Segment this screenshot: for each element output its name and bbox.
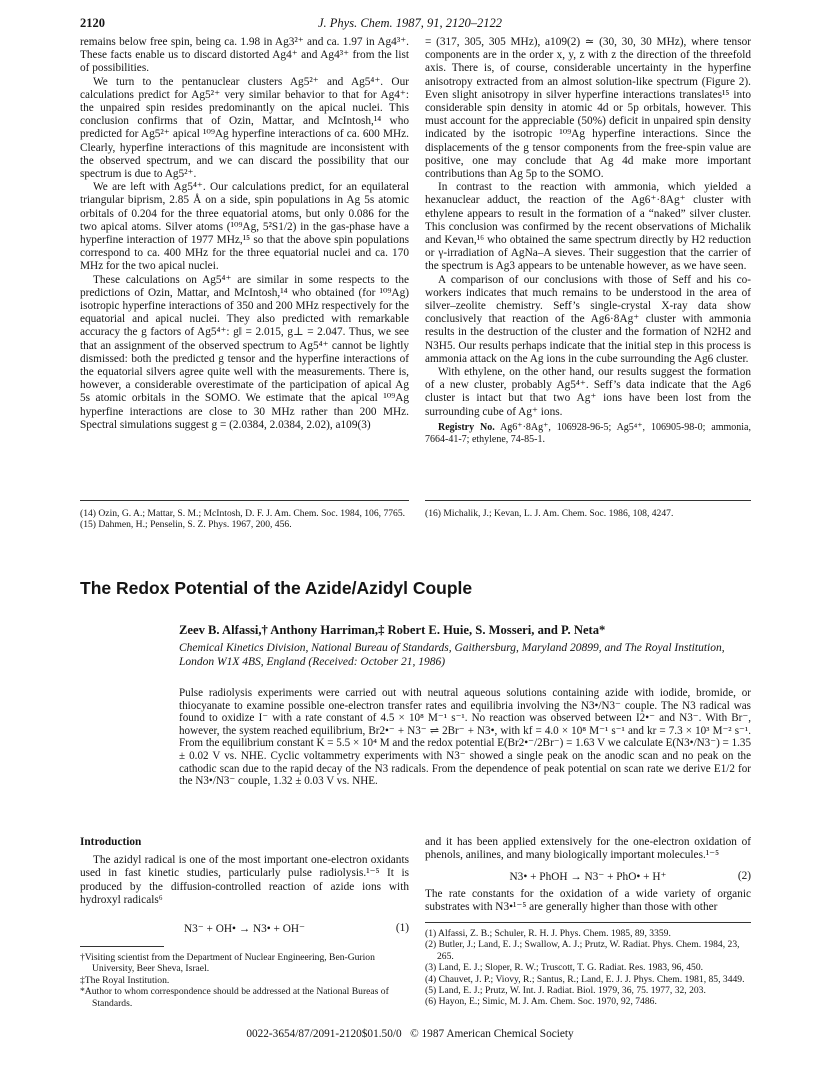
footnote-rule: [80, 500, 409, 501]
author-notes-rule: [80, 946, 164, 947]
reference: (4) Chauvet, J. P.; Viovy, R.; Santus, R.; Land, E. J. J. Phys. Chem. 1981, 85, 3449.: [425, 973, 745, 985]
equation-expression: N3⁻ + OH• → N3• + OH⁻: [183, 923, 306, 935]
paragraph: We turn to the pentanuclear clusters Ag5²⁺ and Ag5⁴⁺. Our calculations predict for Ag5²⁺ very similar behavior to that for Ag4⁺: the unpaired spin resides predominantly on the apical nuclei. This conclusion confirms that of Ozin, Mattar, and McIntosh,¹⁴ who predicted for Ag5²⁺ apical ¹⁰⁹Ag hyperfine interactions of ca. 600 MHz. Clearly, hyperfine interactions of this magnitude are inconsistent with the observed spectrum, and we can discard the possibility that our spectrum is due to Ag5²⁺.: [80, 75, 409, 181]
paragraph: remains below free spin, being ca. 1.98 in Ag3²⁺ and ca. 1.97 in Ag4³⁺. These facts enable us to discard distorted Ag4⁺ and Ag4³⁺ from the list of possibilities.: [80, 36, 409, 75]
copyright: © 1987 American Chemical Society: [410, 1028, 574, 1040]
reference: (5) Land, E. J.; Prutz, W. Int. J. Radiat. Biol. 1979, 36, 75. 1977, 32, 203.: [425, 985, 706, 997]
author-list: Zeev B. Alfassi,† Anthony Harriman,‡ Robert E. Huie, S. Mosseri, and P. Neta*: [179, 623, 606, 637]
paragraph: These calculations on Ag5⁴⁺ are similar in some respects to the predictions of Ozin, Mattar, and McIntosh,¹⁴ who obtained (for ¹⁰⁹Ag) isotropic hyperfine interactions of 350 and 200 MHz respectively for the equatorial and apical nuclei. They also predicted with remarkable accuracy the g factors of Ag5⁴⁺: g‖ = 2.015, g⊥ = 2.047. Thus, we see that an assignment of the observed spectrum to Ag5⁴⁺ cannot be lightly dismissed: both the predicted g tensor and the hyperfine interactions of the equatorial silvers agree quite well with the measurements. There is, however, a considerable overestimate of the participation of apical Ag 5s atomic orbitals in the SOMO. We estimate that the apical ¹⁰⁹Ag hyperfine interactions are close to 30 MHz rather than 200 MHz. Spectral simulations suggest g = (2.0384, 2.0384, 2.02), a109(3): [80, 273, 409, 431]
prev-footnotes-right: [425, 508, 751, 519]
author-notes: [80, 952, 409, 1009]
author-note: ‡The Royal Institution.: [80, 974, 170, 986]
footnote: (14) Ozin, G. A.; Mattar, S. M.; McIntosh, D. F. J. Am. Chem. Soc. 1984, 106, 7765.: [80, 508, 406, 519]
author-note: †Visiting scientist from the Department of Nuclear Engineering, Ben-Gurion University, Beer Sheva, Israel.: [80, 952, 375, 975]
paragraph: The azidyl radical is one of the most important one-electron oxidants used in fast kinetic studies, particularly pulse radiolysis.¹⁻⁵ It is produced by the diffusion-controlled reaction of azide ions with hydroxyl radicals⁶: [80, 854, 409, 906]
reference: (3) Land, E. J.; Sloper, R. W.; Truscott, T. G. Radiat. Res. 1983, 96, 450.: [425, 962, 704, 974]
prev-article-right-column: [425, 36, 751, 446]
equation-expression: N3• + PhOH → N3⁻ + PhO• + H⁺: [509, 871, 667, 883]
equation-number: (1): [395, 922, 409, 934]
intro-right-continued: [425, 888, 751, 914]
paragraph: With ethylene, on the other hand, our results suggest the formation of a new cluster, probably Ag5⁴⁺. Seff’s data indicate that the Ag6 cluster is intact but that two Ag⁺ ions have been lost from the surrounding cube of Ag⁺ ions.: [425, 366, 751, 418]
running-header: J. Phys. Chem. 1987, 91, 2120–2122: [317, 16, 502, 30]
footnote: (16) Michalik, J.; Kevan, L. J. Am. Chem. Soc. 1986, 108, 4247.: [425, 508, 674, 519]
paragraph: A comparison of our conclusions with those of Seff and his co-workers indicates that much remains to be understood in the area of silver–zeolite chemistry. Seff’s single-crystal X-ray data show conclusively that reaction of the Ag6·8Ag⁺ cluster with ammonia results in the destruction of the cluster and the formation of N2H2 and N3H5. Our results perhaps indicate that the initial step in this process is ammonia attack on the Ag ions in the cube surrounding the Ag6 cluster.: [425, 273, 751, 365]
intro-right-column: [425, 836, 751, 862]
registry-label: Registry No.: [438, 421, 495, 433]
footnote-rule: [425, 500, 751, 501]
prev-footnotes-left: [80, 508, 409, 531]
paragraph: = (317, 305, 305 MHz), a109(2) ≃ (30, 30, 30 MHz), where tensor components are in the order x, y, z with z the direction of the threefold axis. There is, of course, considerable uncertainty in the hyperfine anisotropy extracted from an almost solution-like spectrum (Figure 2). Even slight anisotropy in silver hyperfine interactions translates¹⁵ into considerable spin density in atomic 4d or 5p orbitals, however. This must account for the appreciable (50%) deficit in unpaired spin density indicated by the isotropic ¹⁰⁹Ag hyperfine interactions. Since the displacements of the g tensor components from the free-spin value are positive, one may conclude that Ag 4d make more important contributions than Ag 5p to the SOMO.: [425, 36, 751, 181]
page-number: 2120: [80, 16, 105, 30]
references-rule: [425, 922, 751, 923]
registry-numbers: [425, 422, 751, 446]
reference: (1) Alfassi, Z. B.; Schuler, R. H. J. Phys. Chem. 1985, 89, 3359.: [425, 928, 671, 939]
article-title: The Redox Potential of the Azide/Azidyl Couple: [80, 578, 473, 598]
reference: (6) Hayon, E.; Simic, M. J. Am. Chem. Soc. 1970, 92, 7486.: [425, 996, 657, 1008]
affiliation: Chemical Kinetics Division, National Bureau of Standards, Gaithersburg, Maryland 20899, and The Royal Institution, London W1X 4BS, England (Received: October 21, 1986): [179, 642, 725, 668]
page-footer: [0, 1028, 820, 1040]
references: [425, 928, 751, 1008]
abstract: Pulse radiolysis experiments were carried out with neutral aqueous solutions containing azide with iodide, bromide, or thiocyanate to examine possible one-electron transfer rates and equilibria involving the N3•/N3⁻ couple. The N3 radical was found to oxidize I⁻ with a rate constant of 4.5 × 10⁸ M⁻¹ s⁻¹. No reaction was observed between I2•⁻ and N3⁻. With Br⁻, however, the system reached equilibrium, Br2•⁻ + N3⁻ ⇌ 2Br⁻ + N3•, with kf = 4.0 × 10⁸ M⁻¹ s⁻¹ and kr = 7.3 × 10³ M⁻² s⁻¹. From the equilibrium constant K = 5.5 × 10⁴ M and the redox potential E(Br2•⁻/2Br⁻) = 1.63 V we calculate E(N3•/N3⁻) = 1.35 ± 0.02 V vs. NHE. Cyclic voltammetry experiments with N3⁻ showed a single peak on the anodic scan and no peak on the cathodic scan due to the rapid decay of the N3 radicals. From the dependence of peak potential on scan rate we derive E1/2 for the N3•/N3⁻ couple, 1.32 ± 0.03 V vs. NHE.: [179, 687, 751, 788]
registry-text: Ag6⁺·8Ag⁺, 106928-96-5; Ag5⁴⁺, 106905-98-0; ammonia, 7664-41-7; ethylene, 74-85-1.: [425, 421, 751, 445]
article-code: 0022-3654/87/2091-2120$01.50/0: [246, 1028, 402, 1040]
footnote: (15) Dahmen, H.; Penselin, S. Z. Phys. 1967, 200, 456.: [80, 519, 292, 531]
intro-left-column: [80, 836, 409, 907]
paragraph: In contrast to the reaction with ammonia, which yielded a hexanuclear adduct, the reaction of the Ag6⁺·8Ag⁺ cluster with ethylene appears to result in the formation of a “naked” silver cluster. This conclusion was confirmed by the recent observations of Michalik and Kevan,¹⁶ who obtained the same spectrum directly by H2 reduction or γ-irradiation of AgNa–A sieves. Their suggestion that the carrier of the spectrum is Ag3 appears to be untenable however, as we have seen.: [425, 181, 751, 273]
paragraph: The rate constants for the oxidation of a wide variety of organic substrates with N3•¹⁻⁵ are generally higher than those with other: [425, 888, 751, 914]
section-heading: Introduction: [80, 836, 142, 848]
paragraph: and it has been applied extensively for the one-electron oxidation of phenols, anilines, and many biologically important molecules.¹⁻⁵: [425, 836, 751, 862]
reference: (2) Butler, J.; Land, E. J.; Swallow, A. J.; Prutz, W. Radiat. Phys. Chem. 1984, 23, 265.: [425, 939, 740, 962]
equation-number: (2): [737, 870, 751, 882]
prev-article-left-column: [80, 36, 409, 432]
paragraph: We are left with Ag5⁴⁺. Our calculations predict, for an equilateral triangular biprism, 2.85 Å on a side, spin populations in Ag 5s atomic orbitals of 0.204 for the three equatorial atoms, but only 0.086 for the two apical atoms. Silver atoms (¹⁰⁹Ag, 5²S1/2) in the gas-phase have a hyperfine interaction of 1977 MHz,¹⁵ so that the above spin populations correspond to ca. 400 MHz for the three equatorial nuclei and ca. 170 MHz for the two apical nuclei.: [80, 181, 409, 273]
author-note: *Author to whom correspondence should be addressed at the National Bureas of Standards.: [80, 986, 389, 1009]
